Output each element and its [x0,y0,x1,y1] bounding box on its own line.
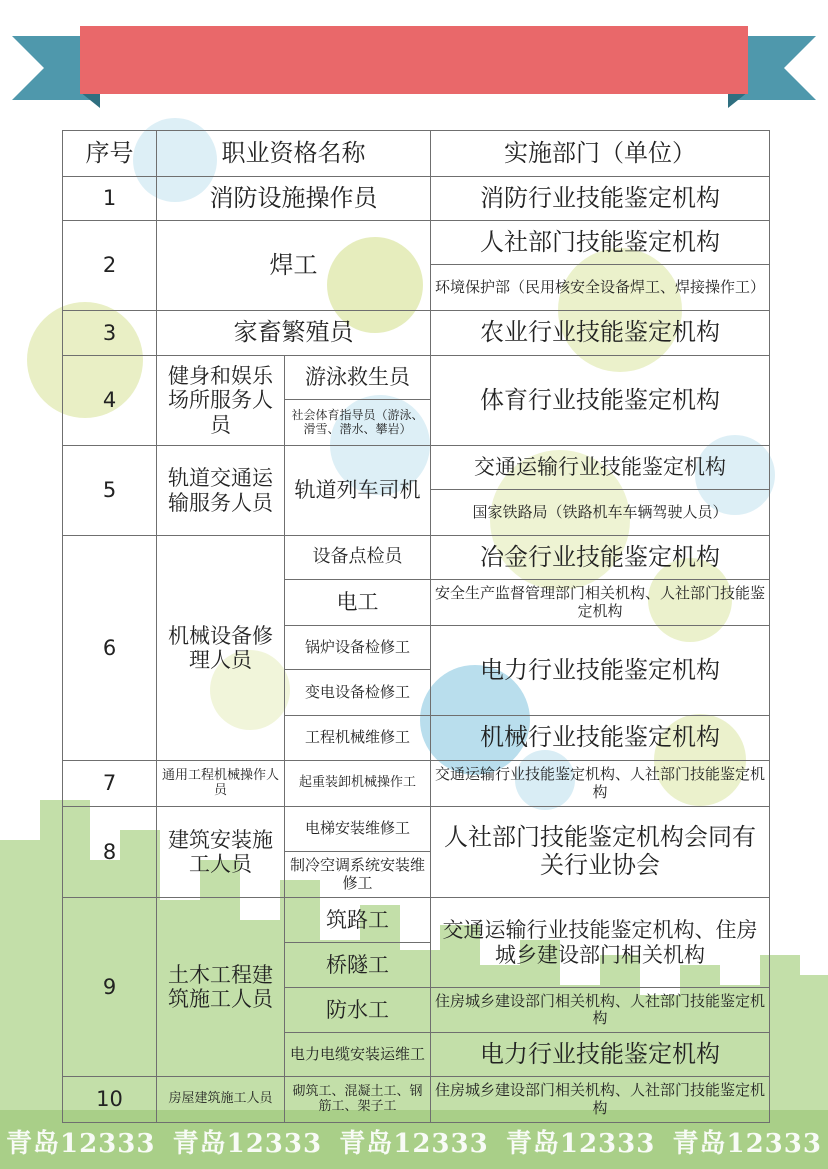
watermark-text: 青岛12333 [172,1128,323,1159]
department: 电力行业技能鉴定机构 [431,1033,770,1077]
table-row [63,356,770,400]
row-number: 2 [63,221,157,311]
department: 人社部门技能鉴定机构 [431,221,770,265]
department: 住房城乡建设部门相关机构、人社部门技能鉴定机构 [431,1077,770,1123]
row-number: 3 [63,311,157,356]
watermark-strip [0,1118,828,1164]
sub-occupation: 社会体育指导员（游泳、滑雪、潜水、攀岩） [285,400,431,446]
row-number: 5 [63,446,157,536]
watermark-text: 青岛12333 [6,1128,156,1159]
sub-occupation: 轨道列车司机 [285,446,431,536]
header-no: 序号 [63,131,157,177]
sub-occupation: 锅炉设备检修工 [285,626,431,670]
sub-occupation: 制冷空调系统安装维修工 [285,852,431,898]
table-row [63,446,770,490]
occupation-group: 土木工程建筑施工人员 [157,898,285,1077]
department: 国家铁路局（铁路机车车辆驾驶人员） [431,490,770,536]
row-number: 4 [63,356,157,446]
title-banner [0,0,828,120]
table-row [63,221,770,265]
department: 消防行业技能鉴定机构 [431,177,770,221]
sub-occupation: 起重装卸机械操作工 [285,761,431,807]
sub-occupation: 电梯安装维修工 [285,807,431,852]
row-number: 10 [63,1077,157,1123]
table-row [63,536,770,580]
watermark-text: 青岛12333 [339,1128,489,1159]
row-number: 8 [63,807,157,898]
department: 电力行业技能鉴定机构 [431,626,770,716]
occupation-group: 轨道交通运输服务人员 [157,446,285,536]
department: 安全生产监督管理部门相关机构、人社部门技能鉴定机构 [431,580,770,626]
department: 环境保护部（民用核安全设备焊工、焊接操作工） [431,265,770,311]
banner-body [80,26,748,94]
department: 农业行业技能鉴定机构 [431,311,770,356]
sub-occupation: 变电设备检修工 [285,670,431,716]
sub-occupation: 电工 [285,580,431,626]
row-number: 9 [63,898,157,1077]
table-row [63,311,770,356]
occupation-group: 房屋建筑施工人员 [157,1077,285,1123]
table-row [63,1077,770,1123]
row-number: 7 [63,761,157,807]
sub-occupation: 电力电缆安装运维工 [285,1033,431,1077]
row-number: 6 [63,536,157,761]
department: 机械行业技能鉴定机构 [431,716,770,761]
qualification-name: 焊工 [157,221,431,311]
header-dept: 实施部门（单位） [431,131,770,177]
table-row [63,807,770,852]
sub-occupation: 砌筑工、混凝土工、钢筋工、架子工 [285,1077,431,1123]
sub-occupation: 游泳救生员 [285,356,431,400]
sub-occupation: 桥隧工 [285,943,431,988]
header-name: 职业资格名称 [157,131,431,177]
sub-occupation: 设备点检员 [285,536,431,580]
table-row [63,177,770,221]
qualification-name: 家畜繁殖员 [157,311,431,356]
sub-occupation: 防水工 [285,988,431,1033]
watermark-text: 青岛12333 [672,1128,822,1159]
department: 交通运输行业技能鉴定机构 [431,446,770,490]
row-number: 1 [63,177,157,221]
department: 冶金行业技能鉴定机构 [431,536,770,580]
department: 交通运输行业技能鉴定机构、住房城乡建设部门相关机构 [431,898,770,988]
sub-occupation: 筑路工 [285,898,431,943]
department: 交通运输行业技能鉴定机构、人社部门技能鉴定机构 [431,761,770,807]
table-row [63,761,770,807]
sub-occupation: 工程机械维修工 [285,716,431,761]
occupation-group: 通用工程机械操作人员 [157,761,285,807]
table-header-row [63,131,770,177]
occupation-group: 机械设备修理人员 [157,536,285,761]
qualification-table [62,130,770,1123]
qualification-name: 消防设施操作员 [157,177,431,221]
table-row [63,898,770,943]
department: 住房城乡建设部门相关机构、人社部门技能鉴定机构 [431,988,770,1033]
department: 人社部门技能鉴定机构会同有关行业协会 [431,807,770,898]
watermark-text: 青岛12333 [505,1128,656,1159]
occupation-group: 健身和娱乐场所服务人员 [157,356,285,446]
occupation-group: 建筑安装施工人员 [157,807,285,898]
department: 体育行业技能鉴定机构 [431,356,770,446]
